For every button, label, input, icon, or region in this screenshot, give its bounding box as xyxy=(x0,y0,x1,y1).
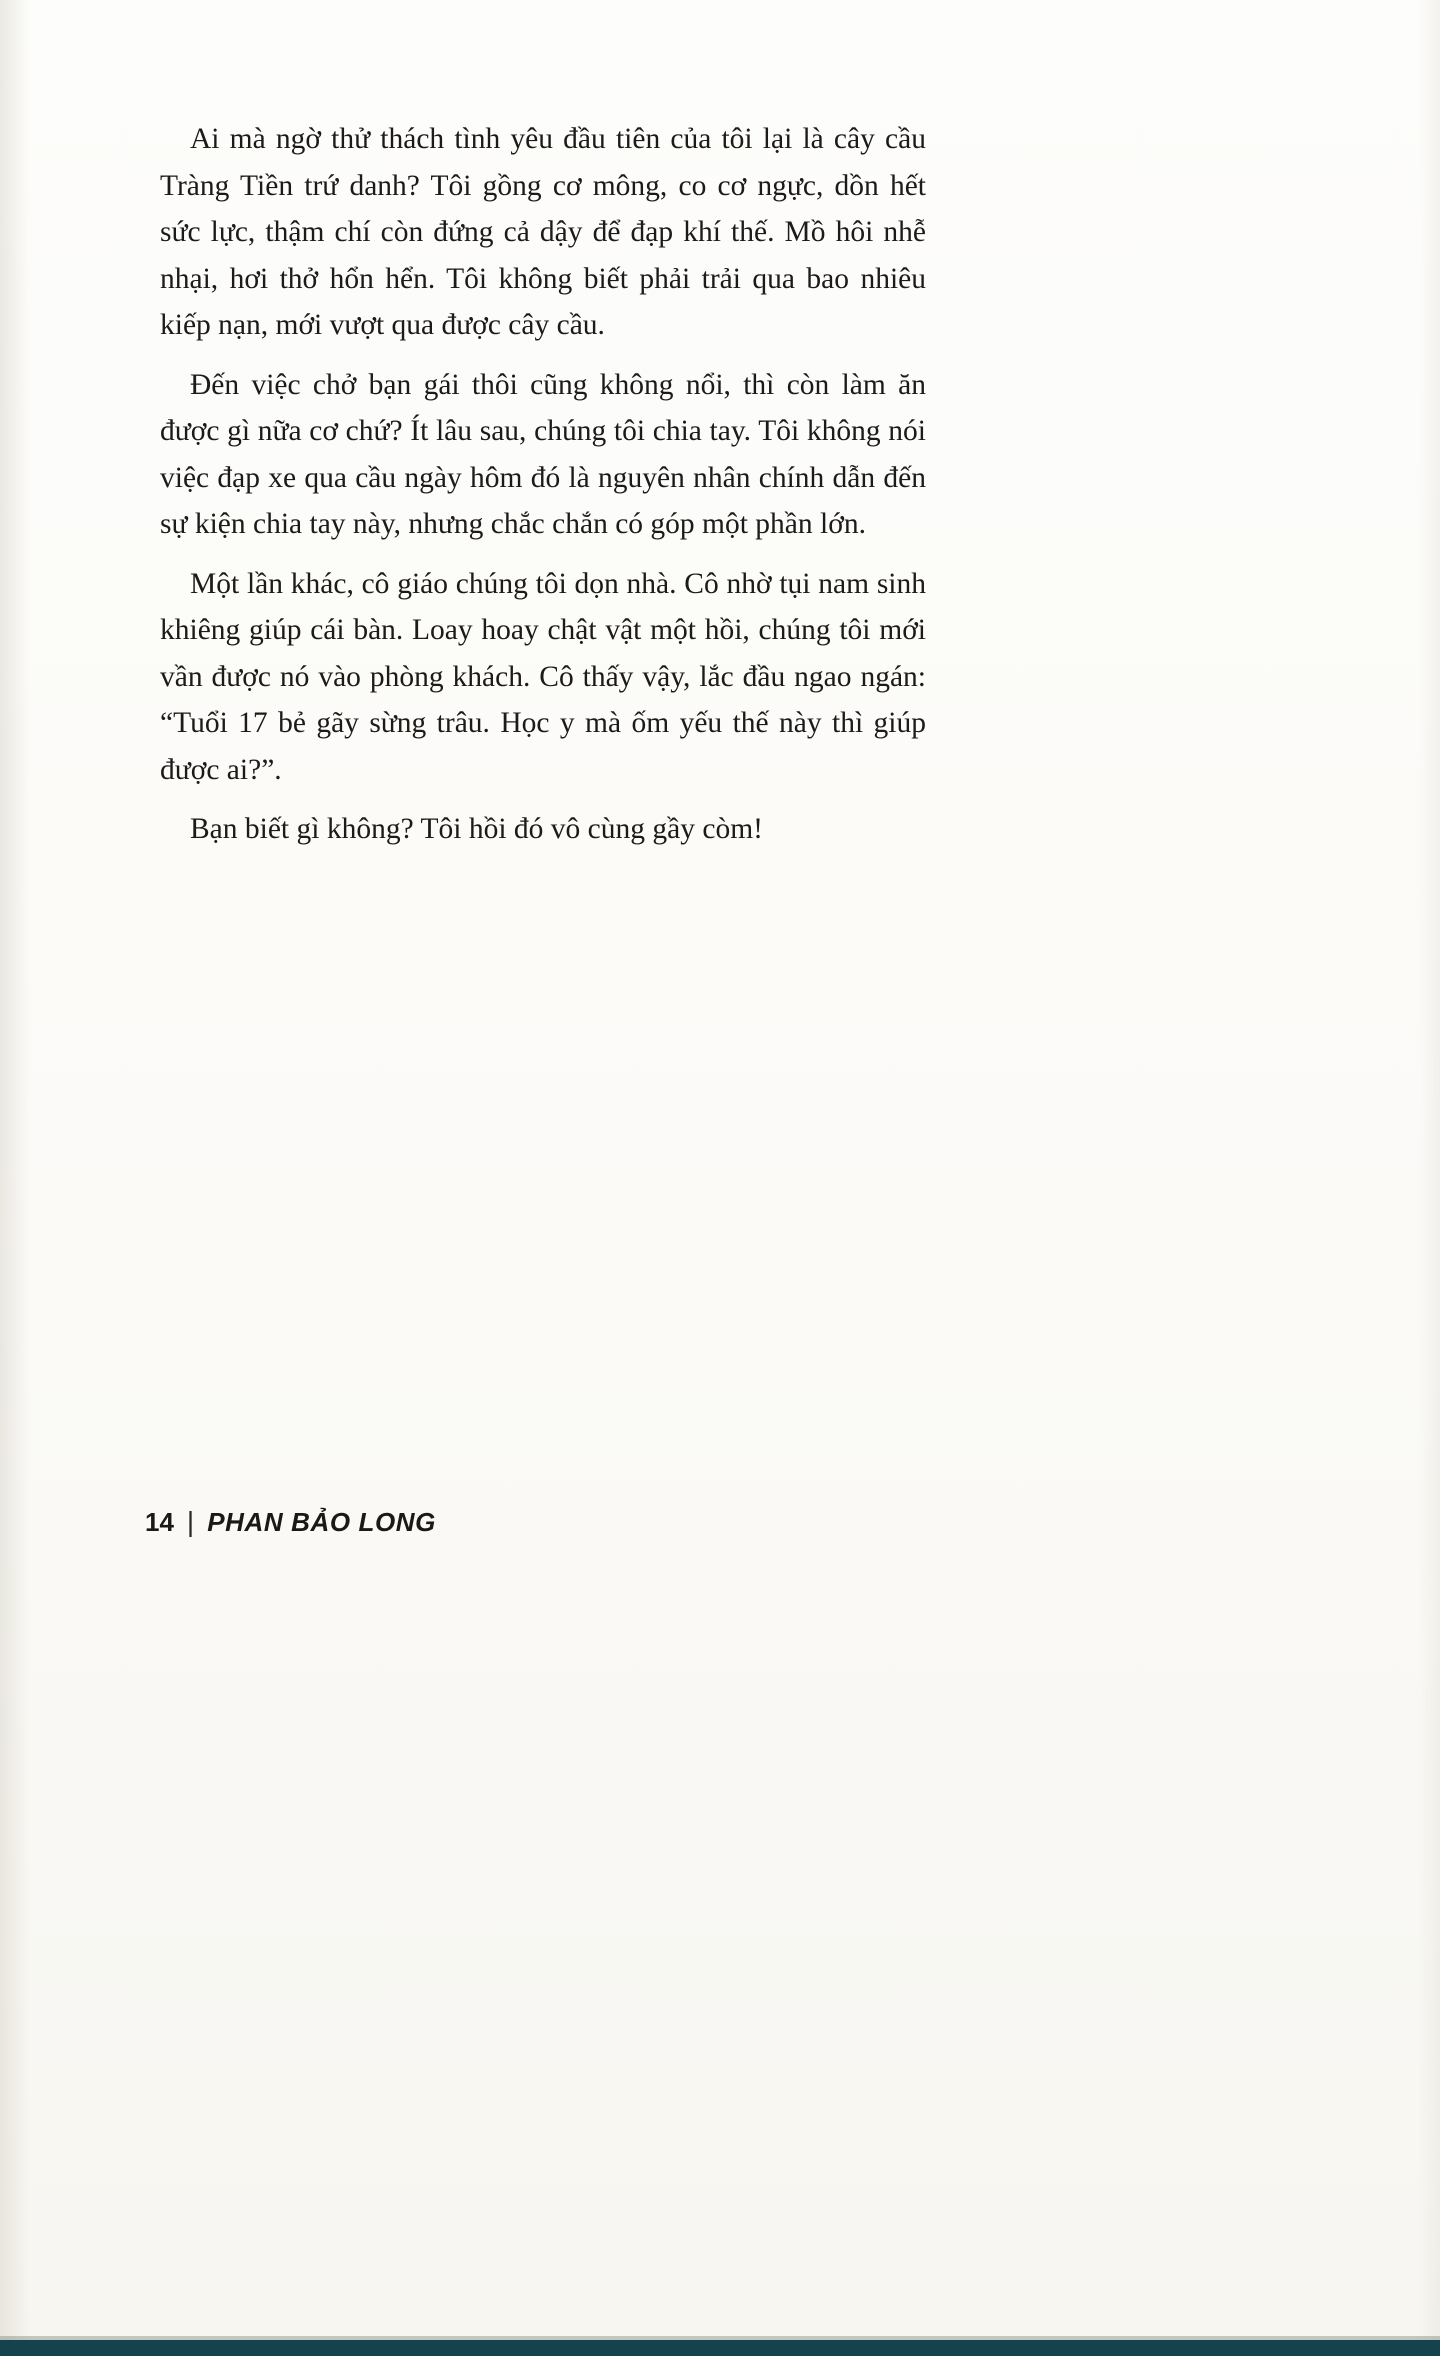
body-text xyxy=(160,116,926,866)
page-footer xyxy=(145,1506,436,1538)
paragraph-1: Ai mà ngờ thử thách tình yêu đầu tiên của tôi lại là cây cầu Tràng Tiền trứ danh? Tôi gồng cơ mông, co cơ ngực, dồn hết sức lực, thậm chí còn đứng cả dậy để đạp khí thế. Mồ hôi nhễ nhại, hơi thở hổn hển. Tôi không biết phải trải qua bao nhiêu kiếp nạn, mới vượt qua được cây cầu. xyxy=(160,123,926,341)
author-name: PHAN BẢO LONG xyxy=(207,1507,437,1537)
paragraph-3: Một lần khác, cô giáo chúng tôi dọn nhà. Cô nhờ tụi nam sinh khiêng giúp cái bàn. Loay hoay chật vật một hồi, chúng tôi mới vần được nó vào phòng khách. Cô thấy vậy, lắc đầu ngao ngán: “Tuổi 17 bẻ gãy sừng trâu. Học y mà ốm yếu thế này thì giúp được ai?”. xyxy=(160,567,926,786)
scan-edge xyxy=(0,2340,1440,2356)
paragraph-4: Bạn biết gì không? Tôi hồi đó vô cùng gầy còm! xyxy=(190,813,763,845)
paragraph-2: Đến việc chở bạn gái thôi cũng không nổi, thì còn làm ăn được gì nữa cơ chứ? Ít lâu sau, chúng tôi chia tay. Tôi không nói việc đạp xe qua cầu ngày hôm đó là nguyên nhân chính dẫn đến sự kiện chia tay này, nhưng chắc chắn có góp một phần lớn. xyxy=(160,368,926,540)
page-number: 14 xyxy=(145,1507,174,1537)
footer-separator: | xyxy=(186,1506,195,1537)
